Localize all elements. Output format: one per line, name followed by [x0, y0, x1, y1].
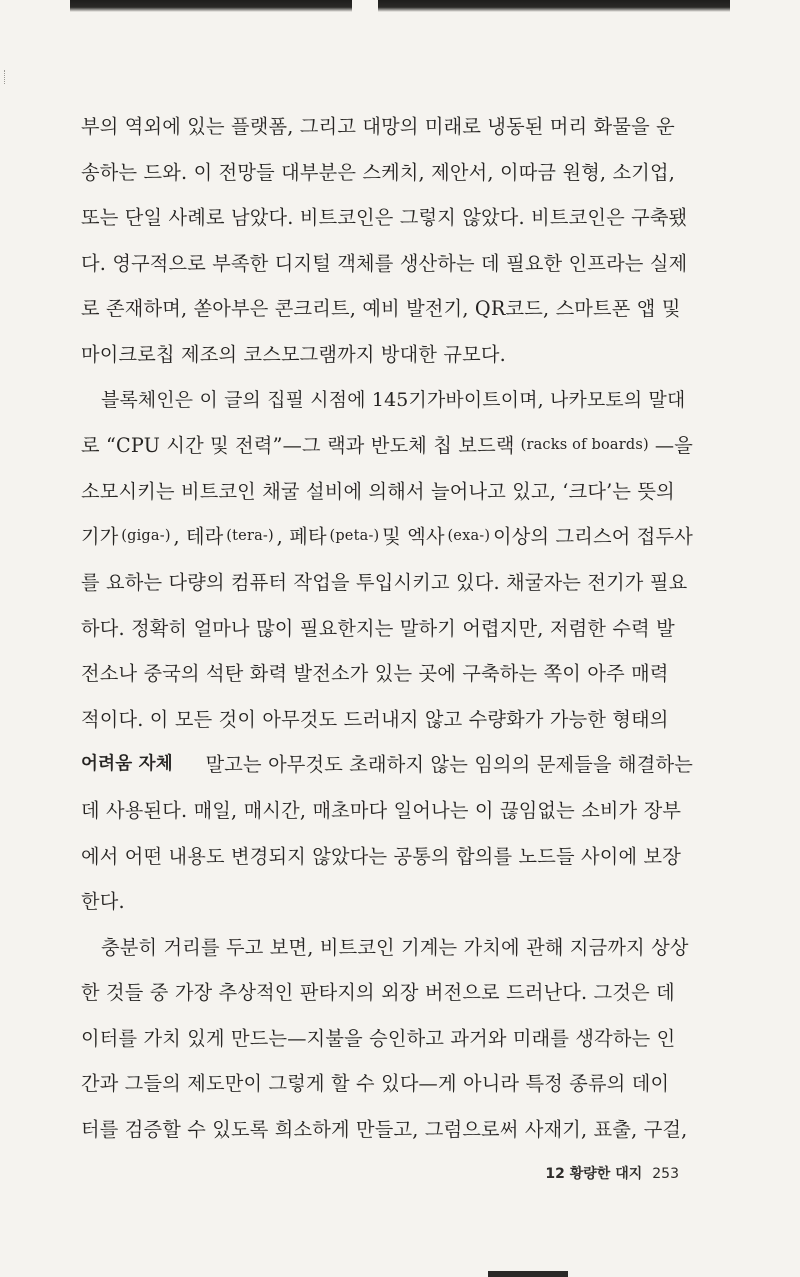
- text-run-small: (tera-): [226, 528, 274, 545]
- text-line: 하다. 정확히 얼마나 많이 필요한지는 말하기 어렵지만, 저렴한 수력 발: [81, 616, 675, 640]
- text-line: 에서 어떤 내용도 변경되지 않았다는 공통의 합의를 노드들 사이에 보장: [81, 844, 682, 868]
- text-line: 마이크로칩 제조의 코스모그램까지 방대한 규모다.: [81, 342, 506, 366]
- top-edge-gap: [352, 0, 378, 14]
- text-line: [81, 742, 693, 788]
- text-line: 이터를 가치 있게 만드는—지불을 승인하고 과거와 미래를 생각하는 인: [81, 1026, 676, 1050]
- text-line: 부의 역외에 있는 플랫폼, 그리고 대망의 미래로 냉동된 머리 화물을 운: [81, 115, 675, 138]
- top-edge-rule: [70, 0, 730, 12]
- text-run: —을: [654, 434, 693, 458]
- text-run-small: (exa-): [447, 528, 491, 545]
- text-line: 충분히 거리를 두고 보면, 비트코인 기계는 가치에 관해 지금까지 상상: [101, 935, 689, 959]
- text-line: 한 것들 중 가장 추상적인 판타지의 외장 버전으로 드러난다. 그것은 데: [81, 981, 675, 1005]
- margin-mark: [4, 70, 8, 84]
- text-run: , 테라: [173, 525, 224, 549]
- emphasis-text: 어려움 자체: [81, 754, 173, 775]
- text-run: 및 엑사: [382, 525, 445, 549]
- text-run-small: (peta-): [329, 528, 380, 545]
- text-line: 데 사용된다. 매일, 매시간, 매초마다 일어나는 이 끊임없는 소비가 장부: [81, 798, 682, 822]
- text-line: 송하는 드와. 이 전망들 대부분은 스케치, 제안서, 이따금 원형, 소기업,: [81, 160, 676, 184]
- chapter-title: 12 황량한 대지: [545, 1166, 643, 1182]
- body-text: [81, 104, 693, 1153]
- text-line: 로 존재하며, 쏟아부은 콘크리트, 예비 발전기, QR코드, 스마트폰 앱 및: [81, 297, 681, 321]
- text-run-small: (giga-): [121, 528, 171, 545]
- text-line: 한다.: [81, 890, 125, 914]
- text-line: 또는 단일 사례로 남았다. 비트코인은 그렇지 않았다. 비트코인은 구축됐: [81, 206, 688, 230]
- text-line: 소모시키는 비트코인 채굴 설비에 의해서 늘어나고 있고, ‘크다’는 뜻의: [81, 479, 675, 503]
- text-run: 말고는 아무것도 초래하지 않는 임의의 문제들을 해결하는: [205, 753, 693, 777]
- text-run: 기가: [81, 525, 119, 549]
- text-line: [81, 514, 693, 560]
- text-line: 다. 영구적으로 부족한 디지털 객체를 생산하는 데 필요한 인프라는 실제: [81, 251, 688, 275]
- text-line: 간과 그들의 제도만이 그렇게 할 수 있다—게 아니라 특정 종류의 데이: [81, 1072, 670, 1096]
- text-line: 터를 검증할 수 있도록 희소하게 만들고, 그럼으로써 사재기, 표출, 구걸,: [81, 1118, 688, 1142]
- text-line: 블록체인은 이 글의 집필 시점에 145기가바이트이며, 나카모토의 말대: [101, 388, 686, 411]
- text-line: [81, 423, 693, 469]
- text-run: 이상의 그리스어 접두사: [493, 525, 693, 549]
- text-line: 전소나 중국의 석탄 화력 발전소가 있는 곳에 구축하는 쪽이 아주 매력: [81, 662, 669, 686]
- text-line: 적이다. 이 모든 것이 아무것도 드러내지 않고 수량화가 가능한 형태의: [81, 707, 669, 731]
- page-number: 253: [652, 1166, 679, 1182]
- running-footer: [545, 1163, 679, 1183]
- bottom-edge-mark: [488, 1271, 568, 1277]
- text-line: 를 요하는 다량의 컴퓨터 작업을 투입시키고 있다. 채굴자는 전기가 필요: [81, 570, 688, 594]
- text-run: 로 “CPU 시간 및 전력”—그 랙과 반도체 칩 보드랙: [81, 434, 515, 458]
- text-run: , 페타: [276, 525, 327, 549]
- text-run-small: (racks of boards): [520, 437, 649, 454]
